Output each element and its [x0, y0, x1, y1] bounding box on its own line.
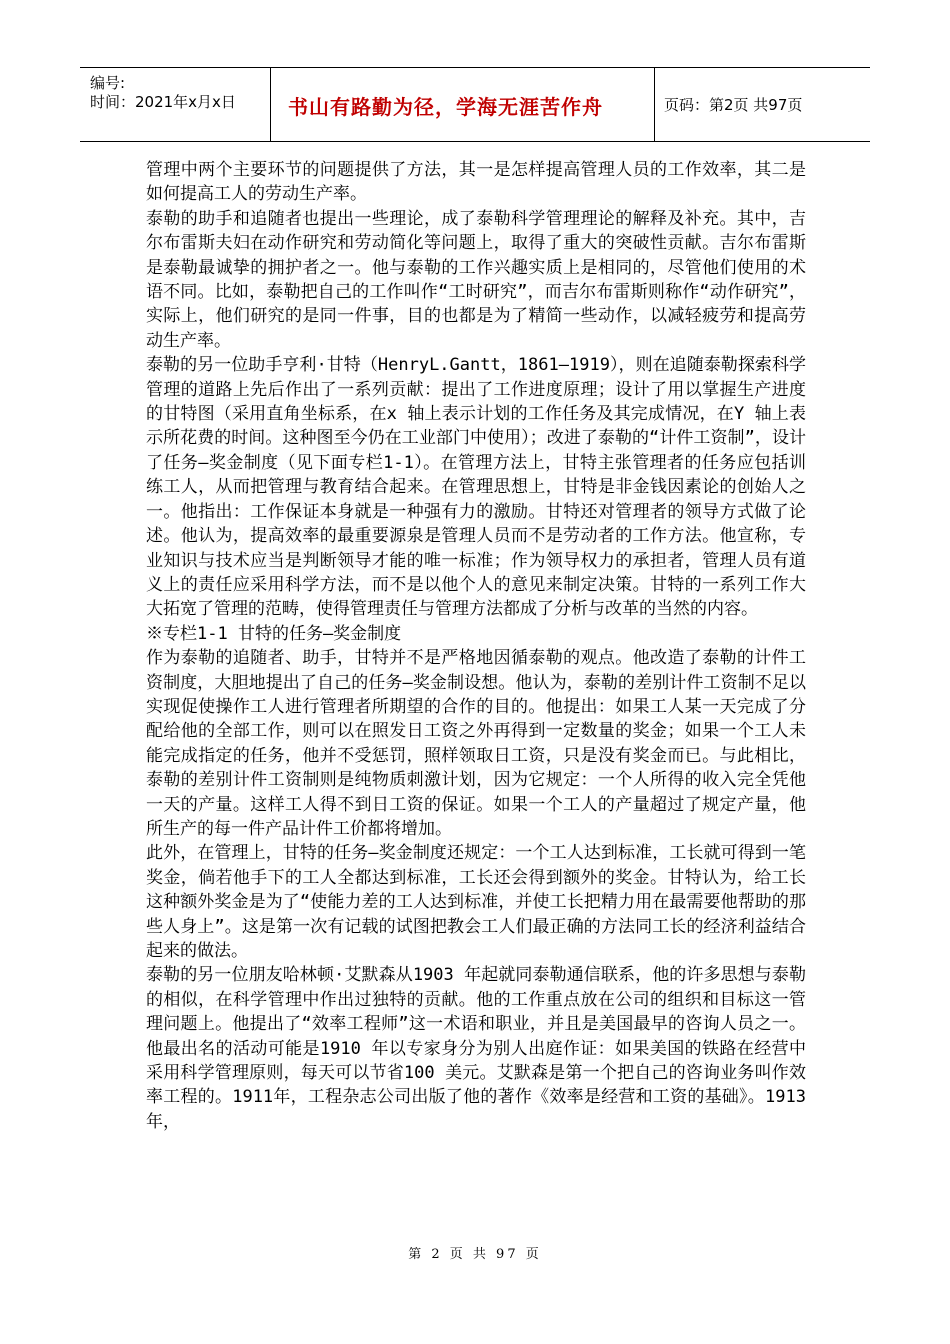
page-footer: 第 2 页 共 97 页: [408, 1247, 542, 1262]
serial-number-label: 编号:: [90, 74, 126, 92]
document-body: [146, 158, 806, 1134]
paragraph: 作为泰勒的追随者、助手，甘特并不是严格地因循泰勒的观点。他改造了泰勒的计件工资制度，大胆地提出了自己的任务—奖金制设想。他认为，泰勒的差别计件工资制不足以实现促使操作工人进行管理者所期望的合作的目的。他提出：如果工人某一天完成了分配给他的全部工作，则可以在照发日工资之外再得到一定数量的奖金；如果一个工人未能完成指定的任务，他并不受惩罚，照样领取日工资，只是没有奖金而已。与此相比，泰勒的差别计件工资制则是纯物质刺激计划，因为它规定：一个人所得的收入完全凭他一天的产量。这样工人得不到日工资的保证。如果一个工人的产量超过了规定产量，他所生产的每一件产品计件工价都将增加。: [146, 648, 806, 839]
header-motto: 书山有路勤为径，学海无涯苦作舟: [288, 95, 603, 119]
sidebar-heading: ※专栏1-1 甘特的任务—奖金制度: [146, 623, 402, 644]
paragraph: 泰勒的助手和追随者也提出一些理论，成了泰勒科学管理理论的解释及补充。其中，吉尔布雷斯夫妇在动作研究和劳动简化等问题上，取得了重大的突破性贡献。吉尔布雷斯是泰勒最诚挚的拥护者之一。他与泰勒的工作兴趣实质上是相同的，尽管他们使用的术语不同。比如，泰勒把自己的工作叫作“工时研究”，而吉尔布雷斯则称作“动作研究”，实际上，他们研究的是同一件事，目的也都是为了精简一些动作，以减轻疲劳和提高劳动生产率。: [146, 208, 806, 351]
paragraph: 此外，在管理上，甘特的任务—奖金制度还规定：一个工人达到标准，工长就可得到一笔奖金，倘若他手下的工人全都达到标准，工长还会得到额外的奖金。甘特认为，给工长这种额外奖金是为了“使能力差的工人达到标准，并使工长把精力用在最需要他帮助的那些人身上”。这是第一次有记载的试图把教会工人们最正确的方法同工长的经济利益结合起来的做法。: [146, 843, 806, 961]
header-date: 时间：2021年x月x日: [90, 93, 236, 111]
header-bottom-rule: [80, 141, 870, 142]
paragraph: 泰勒的另一位助手亨利·甘特（HenryL.Gantt，1861—1919），则在追随泰勒探索科学管理的道路上先后作出了一系列贡献：提出了工作进度原理；设计了用以掌握生产进度的甘特图（采用直角坐标系，在x 轴上表示计划的工作任务及其完成情况，在Y 轴上表示所花费的时间。这种图至今仍在工业部门中使用）；改进了泰勒的“计件工资制”，设计了任务—奖金制度（见下面专栏1-1）。在管理方法上，甘特主张管理者的任务应包括训练工人，从而把管理与教育结合起来。在管理思想上，甘特是非金钱因素论的创始人之一。他指出：工作保证本身就是一种强有力的激励。甘特还对管理者的领导方式做了论述。他认为，提高效率的最重要源泉是管理人员而不是劳动者的工作方法。他宣称，专业知识与技术应当是判断领导才能的唯一标准；作为领导权力的承担者，管理人员有道义上的责任应采用科学方法，而不是以他个人的意见来制定决策。甘特的一系列工作大大拓宽了管理的范畴，使得管理责任与管理方法都成了分析与改革的当然的内容。: [146, 355, 806, 620]
paragraph: 管理中两个主要环节的问题提供了方法，其一是怎样提高管理人员的工作效率，其二是如何提高工人的劳动生产率。: [146, 160, 806, 205]
page-header: [80, 67, 870, 143]
header-divider: [654, 68, 655, 141]
header-top-rule: [80, 67, 870, 68]
header-page-info: 页码：第2页 共97页: [664, 96, 803, 114]
paragraph: 泰勒的另一位朋友哈林顿·艾默森从1903 年起就同泰勒通信联系，他的许多思想与泰勒的相似，在科学管理中作出过独特的贡献。他的工作重点放在公司的组织和目标这一管理问题上。他提出了“效率工程师”这一术语和职业，并且是美国最早的咨询人员之一。他最出名的活动可能是1910 年以专家身分为别人出庭作证：如果美国的铁路在经营中采用科学管理原则，每天可以节省100 美元。艾默森是第一个把自己的咨询业务叫作效率工程的。1911年，工程杂志公司出版了他的著作《效率是经营和工资的基础》。1913 年，: [146, 965, 806, 1132]
header-divider: [270, 68, 271, 141]
